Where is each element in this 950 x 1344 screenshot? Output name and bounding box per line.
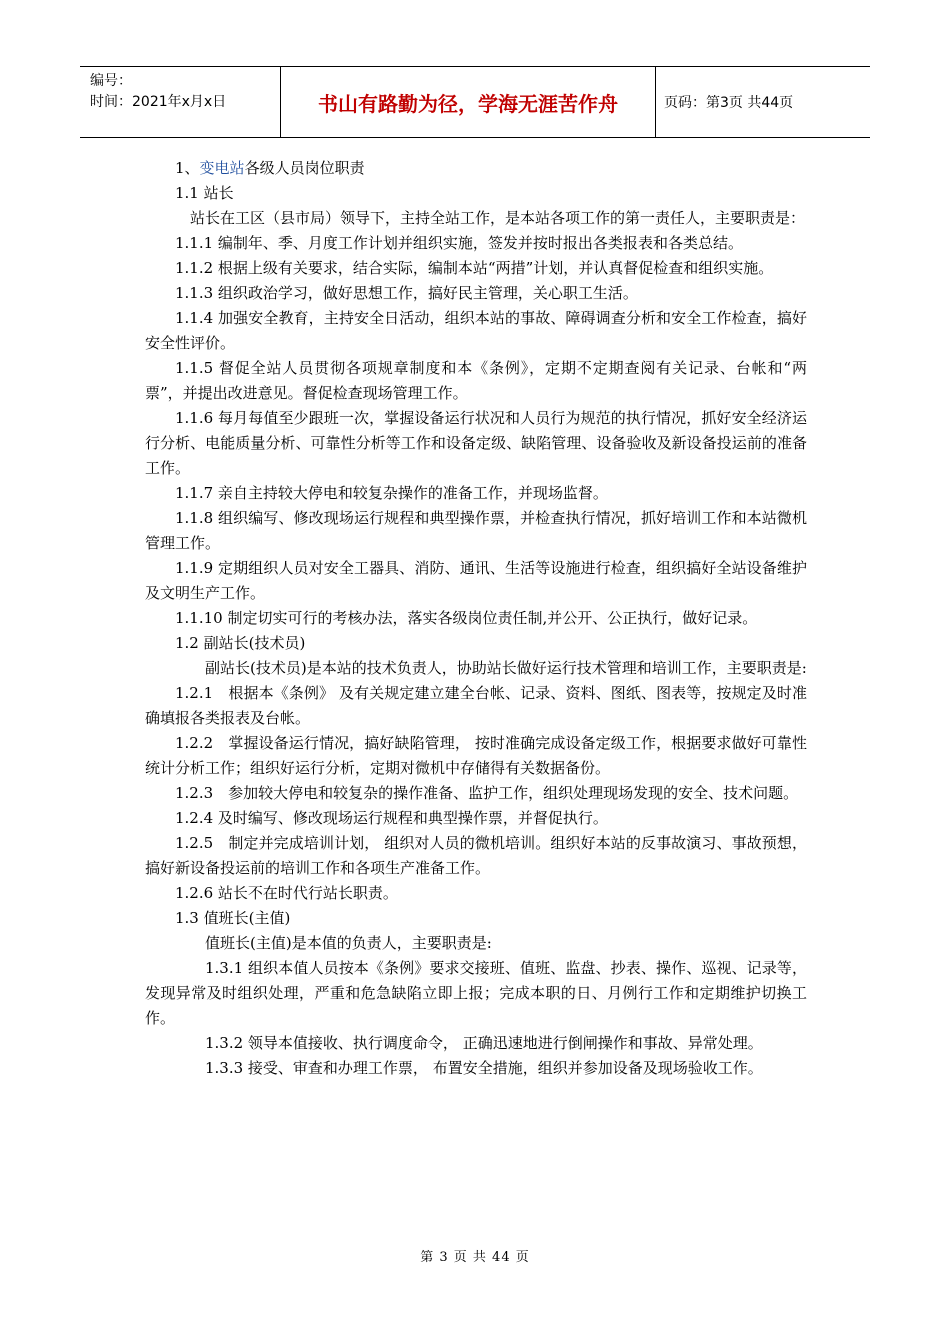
paragraph: 1.2.6 站长不在时代行站长职责。	[175, 884, 398, 902]
paragraph: 1.1.6 每月每值至少跟班一次，掌握设备运行状况和人员行为规范的执行情况，抓好安全经济运行分析、电能质量分析、可靠性分析等工作和设备定级、缺陷管理、设备验收及新设备投运前的准备工作。	[145, 409, 807, 477]
paragraph: 副站长(技术员)是本站的技术负责人，协助站长做好运行技术管理和培训工作，主要职责是:	[205, 659, 807, 677]
paragraph: 1.3.1 组织本值人员按本《条例》要求交接班、值班、监盘、抄表、操作、巡视、记录等，发现异常及时组织处理，严重和危急缺陷立即上报；完成本职的日、月例行工作和定期维护切换工作。	[145, 959, 807, 1027]
paragraph: 1.2.2 掌握设备运行情况，搞好缺陷管理， 按时准确完成设备定级工作，根据要求做好可靠性统计分析工作；组织好运行分析，定期对微机中存储得有关数据备份。	[145, 734, 807, 777]
subheading: 1.1 站长	[175, 184, 234, 202]
paragraph: 1.1.9 定期组织人员对安全工器具、消防、通讯、生活等设施进行检查，组织搞好全站设备维护及文明生产工作。	[145, 559, 807, 602]
paragraph: 1.1.10 制定切实可行的考核办法，落实各级岗位责任制,并公开、公正执行，做好记录。	[175, 609, 758, 627]
heading-suffix: 各级人员岗位职责	[244, 159, 365, 177]
document-body	[145, 156, 807, 1081]
heading-prefix: 1、	[175, 159, 200, 177]
paragraph: 1.1.3 组织政治学习，做好思想工作，搞好民主管理，关心职工生活。	[175, 284, 638, 302]
paragraph: 1.1.7 亲自主持较大停电和较复杂操作的准备工作，并现场监督。	[175, 484, 608, 502]
paragraph: 1.1.5 督促全站人员贯彻各项规章制度和本《条例》，定期不定期查阅有关记录、台帐和“两票”，并提出改进意见。督促检查现场管理工作。	[145, 359, 807, 402]
paragraph: 1.2.5 制定并完成培训计划， 组织对人员的微机培训。组织好本站的反事故演习、事故预想，搞好新设备投运前的培训工作和各项生产准备工作。	[145, 834, 807, 877]
paragraph: 1.1.1 编制年、季、月度工作计划并组织实施，签发并按时报出各类报表和各类总结。	[175, 234, 743, 252]
page-header	[80, 66, 870, 138]
section-heading	[145, 156, 807, 181]
paragraph: 1.3.2 领导本值接收、执行调度命令， 正确迅速地进行倒闸操作和事故、异常处理。	[205, 1034, 763, 1052]
subheading: 1.3 值班长(主值)	[175, 909, 291, 927]
paragraph: 1.2.1 根据本《条例》 及有关规定建立建全台帐、记录、资料、图纸、图表等，按规定及时准确填报各类报表及台帐。	[145, 684, 807, 727]
heading-link-substation[interactable]: 变电站	[199, 159, 245, 177]
header-meta	[80, 67, 280, 137]
paragraph: 站长在工区（县市局）领导下，主持全站工作，是本站各项工作的第一责任人，主要职责是：	[190, 209, 806, 227]
paragraph: 1.1.2 根据上级有关要求，结合实际，编制本站“两措”计划，并认真督促检查和组织实施。	[175, 259, 774, 277]
header-motto: 书山有路勤为径，学海无涯苦作舟	[280, 67, 656, 137]
paragraph: 1.2.3 参加较大停电和较复杂的操作准备、监护工作，组织处理现场发现的安全、技术问题。	[175, 784, 799, 802]
paragraph: 值班长(主值)是本值的负责人，主要职责是:	[205, 934, 492, 952]
page-footer: 第 3 页 共 44 页	[420, 1250, 530, 1265]
paragraph: 1.2.4 及时编写、修改现场运行规程和典型操作票，并督促执行。	[175, 809, 608, 827]
document-time-label: 时间：2021年x月x日	[90, 94, 227, 110]
paragraph: 1.1.4 加强安全教育，主持安全日活动，组织本站的事故、障碍调查分析和安全工作检查，搞好安全性评价。	[145, 309, 807, 352]
paragraph: 1.1.8 组织编写、修改现场运行规程和典型操作票，并检查执行情况，抓好培训工作和本站微机管理工作。	[145, 509, 807, 552]
document-number-label: 编号：	[90, 73, 132, 89]
paragraph: 1.3.3 接受、审查和办理工作票， 布置安全措施，组织并参加设备及现场验收工作。	[205, 1059, 763, 1077]
subheading: 1.2 副站长(技术员)	[175, 634, 306, 652]
header-page-info: 页码：第3页 共44页	[664, 95, 794, 111]
